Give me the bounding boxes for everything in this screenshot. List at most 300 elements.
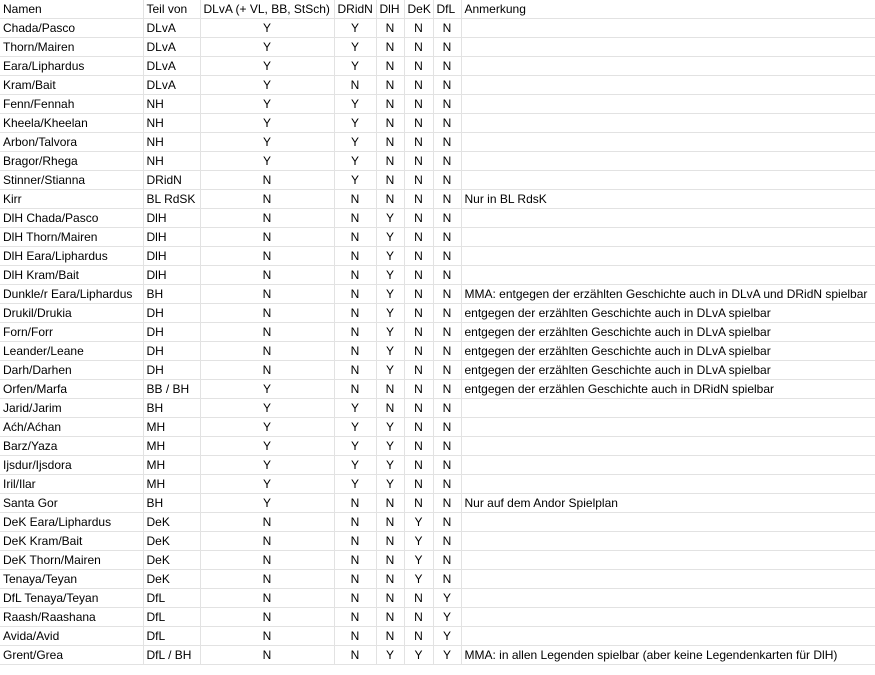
cell-dfl[interactable]: N: [433, 304, 461, 323]
cell-name[interactable]: Darh/Darhen: [0, 361, 143, 380]
table-row: [0, 323, 875, 342]
cell-dridn[interactable]: Y: [334, 399, 376, 418]
cell-dfl[interactable]: N: [433, 475, 461, 494]
cell-dfl[interactable]: N: [433, 19, 461, 38]
cell-part-of[interactable]: DfL: [143, 589, 200, 608]
cell-dek[interactable]: Y: [404, 646, 433, 665]
cell-dlva[interactable]: Y: [200, 380, 334, 399]
cell-dfl[interactable]: N: [433, 228, 461, 247]
cell-name[interactable]: DlH Kram/Bait: [0, 266, 143, 285]
cell-dfl[interactable]: N: [433, 380, 461, 399]
cell-part-of[interactable]: MH: [143, 437, 200, 456]
cell-dlh[interactable]: Y: [376, 228, 404, 247]
cell-dridn[interactable]: N: [334, 589, 376, 608]
cell-note[interactable]: [461, 589, 875, 608]
cell-part-of[interactable]: NH: [143, 95, 200, 114]
cell-dlva[interactable]: N: [200, 589, 334, 608]
cell-dfl[interactable]: N: [433, 190, 461, 209]
table-row: [0, 589, 875, 608]
cell-note[interactable]: [461, 570, 875, 589]
cell-note[interactable]: [461, 171, 875, 190]
cell-dlva[interactable]: Y: [200, 475, 334, 494]
cell-dek[interactable]: N: [404, 285, 433, 304]
cell-part-of[interactable]: DLvA: [143, 57, 200, 76]
cell-name[interactable]: Jarid/Jarim: [0, 399, 143, 418]
header-cell-name[interactable]: Namen: [0, 0, 143, 19]
cell-dfl[interactable]: N: [433, 513, 461, 532]
cell-dlh[interactable]: N: [376, 380, 404, 399]
header-cell-part-of[interactable]: Teil von: [143, 0, 200, 19]
cell-part-of[interactable]: DlH: [143, 228, 200, 247]
cell-part-of[interactable]: DeK: [143, 532, 200, 551]
cell-note[interactable]: entgegen der erzählten Geschichte auch in DLvA spielbar: [461, 342, 875, 361]
cell-dridn[interactable]: N: [334, 608, 376, 627]
cell-dek[interactable]: N: [404, 323, 433, 342]
cell-dridn[interactable]: N: [334, 513, 376, 532]
table-row: [0, 627, 875, 646]
cell-note[interactable]: [461, 19, 875, 38]
cell-dridn[interactable]: Y: [334, 418, 376, 437]
table-row: [0, 494, 875, 513]
cell-dlva[interactable]: N: [200, 570, 334, 589]
cell-note[interactable]: [461, 399, 875, 418]
cell-dlva[interactable]: N: [200, 228, 334, 247]
cell-dfl[interactable]: N: [433, 133, 461, 152]
cell-name[interactable]: Santa Gor: [0, 494, 143, 513]
cell-dek[interactable]: N: [404, 171, 433, 190]
header-cell-note[interactable]: Anmerkung: [461, 0, 875, 19]
cell-part-of[interactable]: NH: [143, 152, 200, 171]
cell-dlva[interactable]: N: [200, 513, 334, 532]
table-row: [0, 456, 875, 475]
cell-name[interactable]: Kheela/Kheelan: [0, 114, 143, 133]
cell-name[interactable]: DeK Eara/Liphardus: [0, 513, 143, 532]
cell-dfl[interactable]: N: [433, 532, 461, 551]
cell-dridn[interactable]: N: [334, 76, 376, 95]
cell-dlh[interactable]: Y: [376, 475, 404, 494]
cell-name[interactable]: Stinner/Stianna: [0, 171, 143, 190]
cell-dek[interactable]: N: [404, 266, 433, 285]
table-row: [0, 551, 875, 570]
cell-dlh[interactable]: N: [376, 627, 404, 646]
header-cell-dfl[interactable]: DfL: [433, 0, 461, 19]
cell-part-of[interactable]: MH: [143, 475, 200, 494]
cell-dlva[interactable]: N: [200, 361, 334, 380]
cell-dlva[interactable]: Y: [200, 418, 334, 437]
cell-dridn[interactable]: N: [334, 380, 376, 399]
cell-dlva[interactable]: N: [200, 247, 334, 266]
cell-part-of[interactable]: DH: [143, 361, 200, 380]
cell-dfl[interactable]: N: [433, 57, 461, 76]
cell-dfl[interactable]: N: [433, 114, 461, 133]
cell-name[interactable]: Kirr: [0, 190, 143, 209]
cell-dlva[interactable]: N: [200, 608, 334, 627]
cell-dlh[interactable]: N: [376, 171, 404, 190]
cell-part-of[interactable]: BH: [143, 285, 200, 304]
cell-note[interactable]: MMA: entgegen der erzählten Geschichte auch in DLvA und DRidN spielbar: [461, 285, 875, 304]
cell-dridn[interactable]: N: [334, 323, 376, 342]
cell-note[interactable]: [461, 551, 875, 570]
cell-dfl[interactable]: Y: [433, 627, 461, 646]
cell-part-of[interactable]: DeK: [143, 513, 200, 532]
cell-dlva[interactable]: N: [200, 646, 334, 665]
table-row: [0, 76, 875, 95]
cell-dlva[interactable]: Y: [200, 456, 334, 475]
cell-note[interactable]: [461, 627, 875, 646]
cell-dfl[interactable]: N: [433, 494, 461, 513]
cell-dfl[interactable]: Y: [433, 589, 461, 608]
cell-dek[interactable]: N: [404, 380, 433, 399]
cell-dfl[interactable]: N: [433, 323, 461, 342]
cell-dfl[interactable]: N: [433, 456, 461, 475]
cell-dridn[interactable]: N: [334, 209, 376, 228]
header-row: [0, 0, 875, 19]
table-row: [0, 133, 875, 152]
cell-name[interactable]: DlH Eara/Liphardus: [0, 247, 143, 266]
cell-name[interactable]: Aćh/Aćhan: [0, 418, 143, 437]
cell-dridn[interactable]: Y: [334, 475, 376, 494]
cell-dridn[interactable]: Y: [334, 152, 376, 171]
cell-dridn[interactable]: N: [334, 551, 376, 570]
cell-dek[interactable]: N: [404, 418, 433, 437]
cell-note[interactable]: [461, 418, 875, 437]
cell-part-of[interactable]: DH: [143, 304, 200, 323]
cell-name[interactable]: Ijsdur/Ijsdora: [0, 456, 143, 475]
cell-note[interactable]: entgegen der erzählten Geschichte auch in DLvA spielbar: [461, 304, 875, 323]
cell-dlh[interactable]: N: [376, 76, 404, 95]
table-row: [0, 437, 875, 456]
cell-note[interactable]: [461, 456, 875, 475]
cell-part-of[interactable]: BL RdSK: [143, 190, 200, 209]
cell-part-of[interactable]: DfL / BH: [143, 646, 200, 665]
cell-dfl[interactable]: N: [433, 209, 461, 228]
cell-dridn[interactable]: N: [334, 285, 376, 304]
table-row: [0, 190, 875, 209]
cell-part-of[interactable]: DeK: [143, 570, 200, 589]
cell-part-of[interactable]: MH: [143, 456, 200, 475]
cell-dridn[interactable]: Y: [334, 114, 376, 133]
cell-dfl[interactable]: N: [433, 342, 461, 361]
cell-dridn[interactable]: Y: [334, 437, 376, 456]
cell-note[interactable]: [461, 513, 875, 532]
cell-dlva[interactable]: N: [200, 342, 334, 361]
cell-dridn[interactable]: N: [334, 627, 376, 646]
cell-name[interactable]: DlH Thorn/Mairen: [0, 228, 143, 247]
cell-name[interactable]: Avida/Avid: [0, 627, 143, 646]
cell-part-of[interactable]: DLvA: [143, 76, 200, 95]
cell-dlh[interactable]: N: [376, 551, 404, 570]
cell-dlva[interactable]: N: [200, 304, 334, 323]
cell-dfl[interactable]: N: [433, 38, 461, 57]
cell-dlh[interactable]: Y: [376, 209, 404, 228]
cell-dek[interactable]: N: [404, 247, 433, 266]
table-row: [0, 399, 875, 418]
cell-dlva[interactable]: N: [200, 532, 334, 551]
table-row: [0, 114, 875, 133]
cell-dlva[interactable]: Y: [200, 399, 334, 418]
cell-name[interactable]: Arbon/Talvora: [0, 133, 143, 152]
cell-dlh[interactable]: N: [376, 589, 404, 608]
cell-dridn[interactable]: N: [334, 570, 376, 589]
cell-dridn[interactable]: N: [334, 304, 376, 323]
cell-name[interactable]: DfL Tenaya/Teyan: [0, 589, 143, 608]
cell-dridn[interactable]: Y: [334, 133, 376, 152]
cell-part-of[interactable]: DlH: [143, 247, 200, 266]
cell-part-of[interactable]: BH: [143, 494, 200, 513]
cell-name[interactable]: Dunkle/r Eara/Liphardus: [0, 285, 143, 304]
table-row: [0, 19, 875, 38]
cell-dlh[interactable]: N: [376, 152, 404, 171]
cell-part-of[interactable]: BH: [143, 399, 200, 418]
cell-dek[interactable]: N: [404, 190, 433, 209]
cell-dlh[interactable]: N: [376, 570, 404, 589]
cell-part-of[interactable]: DH: [143, 342, 200, 361]
cell-dlh[interactable]: N: [376, 95, 404, 114]
cell-note[interactable]: [461, 57, 875, 76]
cell-dfl[interactable]: N: [433, 285, 461, 304]
cell-dridn[interactable]: N: [334, 646, 376, 665]
cell-dlh[interactable]: Y: [376, 456, 404, 475]
cell-dridn[interactable]: Y: [334, 456, 376, 475]
cell-dlva[interactable]: N: [200, 285, 334, 304]
cell-dlva[interactable]: N: [200, 171, 334, 190]
cell-note[interactable]: [461, 228, 875, 247]
cell-part-of[interactable]: DeK: [143, 551, 200, 570]
header-cell-dlh[interactable]: DlH: [376, 0, 404, 19]
cell-dlh[interactable]: Y: [376, 266, 404, 285]
cell-note[interactable]: [461, 114, 875, 133]
cell-note[interactable]: MMA: in allen Legenden spielbar (aber keine Legendenkarten für DlH): [461, 646, 875, 665]
cell-dridn[interactable]: N: [334, 361, 376, 380]
cell-note[interactable]: [461, 608, 875, 627]
cell-note[interactable]: [461, 95, 875, 114]
header-cell-dridn[interactable]: DRidN: [334, 0, 376, 19]
cell-dek[interactable]: N: [404, 342, 433, 361]
cell-dfl[interactable]: N: [433, 399, 461, 418]
cell-dfl[interactable]: N: [433, 437, 461, 456]
cell-dlh[interactable]: Y: [376, 646, 404, 665]
cell-dlva[interactable]: Y: [200, 494, 334, 513]
cell-dek[interactable]: N: [404, 589, 433, 608]
cell-dlh[interactable]: N: [376, 513, 404, 532]
cell-dlva[interactable]: Y: [200, 19, 334, 38]
cell-dlva[interactable]: N: [200, 209, 334, 228]
cell-dlva[interactable]: Y: [200, 57, 334, 76]
cell-dek[interactable]: N: [404, 209, 433, 228]
cell-note[interactable]: [461, 475, 875, 494]
cell-dlva[interactable]: Y: [200, 114, 334, 133]
cell-dridn[interactable]: N: [334, 494, 376, 513]
cell-dfl[interactable]: Y: [433, 608, 461, 627]
cell-dlva[interactable]: Y: [200, 152, 334, 171]
cell-part-of[interactable]: BB / BH: [143, 380, 200, 399]
cell-dlva[interactable]: Y: [200, 437, 334, 456]
cell-note[interactable]: entgegen der erzählten Geschichte auch in DLvA spielbar: [461, 323, 875, 342]
cell-name[interactable]: Leander/Leane: [0, 342, 143, 361]
cell-dlh[interactable]: N: [376, 399, 404, 418]
cell-name[interactable]: Drukil/Drukia: [0, 304, 143, 323]
cell-name[interactable]: Kram/Bait: [0, 76, 143, 95]
cell-dlh[interactable]: Y: [376, 247, 404, 266]
cell-dlva[interactable]: Y: [200, 76, 334, 95]
cell-dlva[interactable]: N: [200, 627, 334, 646]
cell-name[interactable]: Grent/Grea: [0, 646, 143, 665]
cell-dek[interactable]: Y: [404, 532, 433, 551]
cell-part-of[interactable]: MH: [143, 418, 200, 437]
cell-part-of[interactable]: DRidN: [143, 171, 200, 190]
cell-note[interactable]: [461, 209, 875, 228]
cell-dek[interactable]: N: [404, 76, 433, 95]
cell-dek[interactable]: N: [404, 608, 433, 627]
cell-dfl[interactable]: N: [433, 551, 461, 570]
cell-dek[interactable]: N: [404, 133, 433, 152]
cell-dlh[interactable]: N: [376, 608, 404, 627]
cell-dlh[interactable]: Y: [376, 304, 404, 323]
cell-note[interactable]: entgegen der erzählen Geschichte auch in DRidN spielbar: [461, 380, 875, 399]
cell-note[interactable]: [461, 38, 875, 57]
cell-dridn[interactable]: N: [334, 247, 376, 266]
cell-name[interactable]: DeK Thorn/Mairen: [0, 551, 143, 570]
cell-note[interactable]: Nur auf dem Andor Spielplan: [461, 494, 875, 513]
cell-dlh[interactable]: Y: [376, 437, 404, 456]
cell-name[interactable]: Raash/Raashana: [0, 608, 143, 627]
cell-dlh[interactable]: N: [376, 190, 404, 209]
cell-part-of[interactable]: DfL: [143, 627, 200, 646]
cell-part-of[interactable]: NH: [143, 133, 200, 152]
header-cell-dlva[interactable]: DLvA (+ VL, BB, StSch): [200, 0, 334, 19]
cell-dridn[interactable]: N: [334, 532, 376, 551]
cell-part-of[interactable]: DfL: [143, 608, 200, 627]
cell-dek[interactable]: N: [404, 304, 433, 323]
cell-dridn[interactable]: N: [334, 266, 376, 285]
cell-dridn[interactable]: Y: [334, 95, 376, 114]
cell-dlh[interactable]: N: [376, 532, 404, 551]
cell-dfl[interactable]: N: [433, 418, 461, 437]
cell-dlh[interactable]: Y: [376, 418, 404, 437]
cell-note[interactable]: Nur in BL RdsK: [461, 190, 875, 209]
cell-note[interactable]: [461, 133, 875, 152]
cell-dlh[interactable]: N: [376, 38, 404, 57]
cell-name[interactable]: Chada/Pasco: [0, 19, 143, 38]
header-cell-dek[interactable]: DeK: [404, 0, 433, 19]
cell-part-of[interactable]: DlH: [143, 266, 200, 285]
cell-dlva[interactable]: Y: [200, 95, 334, 114]
cell-dfl[interactable]: N: [433, 570, 461, 589]
cell-dlh[interactable]: N: [376, 133, 404, 152]
cell-dek[interactable]: N: [404, 19, 433, 38]
cell-dlh[interactable]: Y: [376, 361, 404, 380]
cell-dridn[interactable]: N: [334, 342, 376, 361]
cell-dridn[interactable]: Y: [334, 38, 376, 57]
table-row: [0, 608, 875, 627]
cell-dfl[interactable]: N: [433, 171, 461, 190]
cell-name[interactable]: Forn/Forr: [0, 323, 143, 342]
cell-dfl[interactable]: N: [433, 361, 461, 380]
cell-dlva[interactable]: N: [200, 190, 334, 209]
cell-dfl[interactable]: N: [433, 76, 461, 95]
cell-part-of[interactable]: DH: [143, 323, 200, 342]
cell-dek[interactable]: N: [404, 361, 433, 380]
cell-name[interactable]: Barz/Yaza: [0, 437, 143, 456]
cell-dek[interactable]: Y: [404, 551, 433, 570]
cell-dlh[interactable]: N: [376, 19, 404, 38]
cell-name[interactable]: Eara/Liphardus: [0, 57, 143, 76]
cell-note[interactable]: [461, 152, 875, 171]
cell-dridn[interactable]: Y: [334, 57, 376, 76]
cell-part-of[interactable]: NH: [143, 114, 200, 133]
cell-dridn[interactable]: Y: [334, 171, 376, 190]
cell-dek[interactable]: N: [404, 152, 433, 171]
table-row: [0, 380, 875, 399]
cell-dlva[interactable]: N: [200, 551, 334, 570]
cell-dridn[interactable]: N: [334, 228, 376, 247]
cell-dek[interactable]: N: [404, 475, 433, 494]
table-row: [0, 95, 875, 114]
cell-dlh[interactable]: Y: [376, 342, 404, 361]
cell-dridn[interactable]: N: [334, 190, 376, 209]
cell-note[interactable]: [461, 437, 875, 456]
cell-dek[interactable]: N: [404, 456, 433, 475]
cell-dfl[interactable]: N: [433, 152, 461, 171]
cell-note[interactable]: [461, 532, 875, 551]
cell-part-of[interactable]: DlH: [143, 209, 200, 228]
cell-dlva[interactable]: N: [200, 266, 334, 285]
cell-dek[interactable]: N: [404, 57, 433, 76]
cell-name[interactable]: Bragor/Rhega: [0, 152, 143, 171]
cell-dlh[interactable]: Y: [376, 285, 404, 304]
cell-dridn[interactable]: Y: [334, 19, 376, 38]
table-row: [0, 38, 875, 57]
cell-dek[interactable]: Y: [404, 570, 433, 589]
cell-dek[interactable]: N: [404, 494, 433, 513]
cell-dek[interactable]: N: [404, 38, 433, 57]
cell-dek[interactable]: N: [404, 627, 433, 646]
cell-note[interactable]: [461, 247, 875, 266]
table-row: [0, 171, 875, 190]
cell-dek[interactable]: Y: [404, 513, 433, 532]
cell-dek[interactable]: N: [404, 95, 433, 114]
cell-dlh[interactable]: N: [376, 114, 404, 133]
table-row: [0, 266, 875, 285]
cell-dek[interactable]: N: [404, 114, 433, 133]
cell-name[interactable]: DlH Chada/Pasco: [0, 209, 143, 228]
cell-name[interactable]: DeK Kram/Bait: [0, 532, 143, 551]
cell-note[interactable]: [461, 266, 875, 285]
cell-dfl[interactable]: N: [433, 247, 461, 266]
cell-dek[interactable]: N: [404, 399, 433, 418]
cell-dfl[interactable]: Y: [433, 646, 461, 665]
cell-dfl[interactable]: N: [433, 95, 461, 114]
cell-name[interactable]: Thorn/Mairen: [0, 38, 143, 57]
cell-name[interactable]: Iril/Ilar: [0, 475, 143, 494]
cell-dlva[interactable]: Y: [200, 133, 334, 152]
cell-dfl[interactable]: N: [433, 266, 461, 285]
cell-dlva[interactable]: Y: [200, 38, 334, 57]
cell-name[interactable]: Fenn/Fennah: [0, 95, 143, 114]
cell-note[interactable]: [461, 76, 875, 95]
cell-note[interactable]: entgegen der erzählten Geschichte auch in DLvA spielbar: [461, 361, 875, 380]
cell-dek[interactable]: N: [404, 228, 433, 247]
cell-name[interactable]: Orfen/Marfa: [0, 380, 143, 399]
cell-dlh[interactable]: N: [376, 494, 404, 513]
cell-name[interactable]: Tenaya/Teyan: [0, 570, 143, 589]
cell-part-of[interactable]: DLvA: [143, 38, 200, 57]
cell-dlh[interactable]: N: [376, 57, 404, 76]
cell-dlh[interactable]: Y: [376, 323, 404, 342]
cell-dlva[interactable]: N: [200, 323, 334, 342]
cell-dek[interactable]: N: [404, 437, 433, 456]
cell-part-of[interactable]: DLvA: [143, 19, 200, 38]
